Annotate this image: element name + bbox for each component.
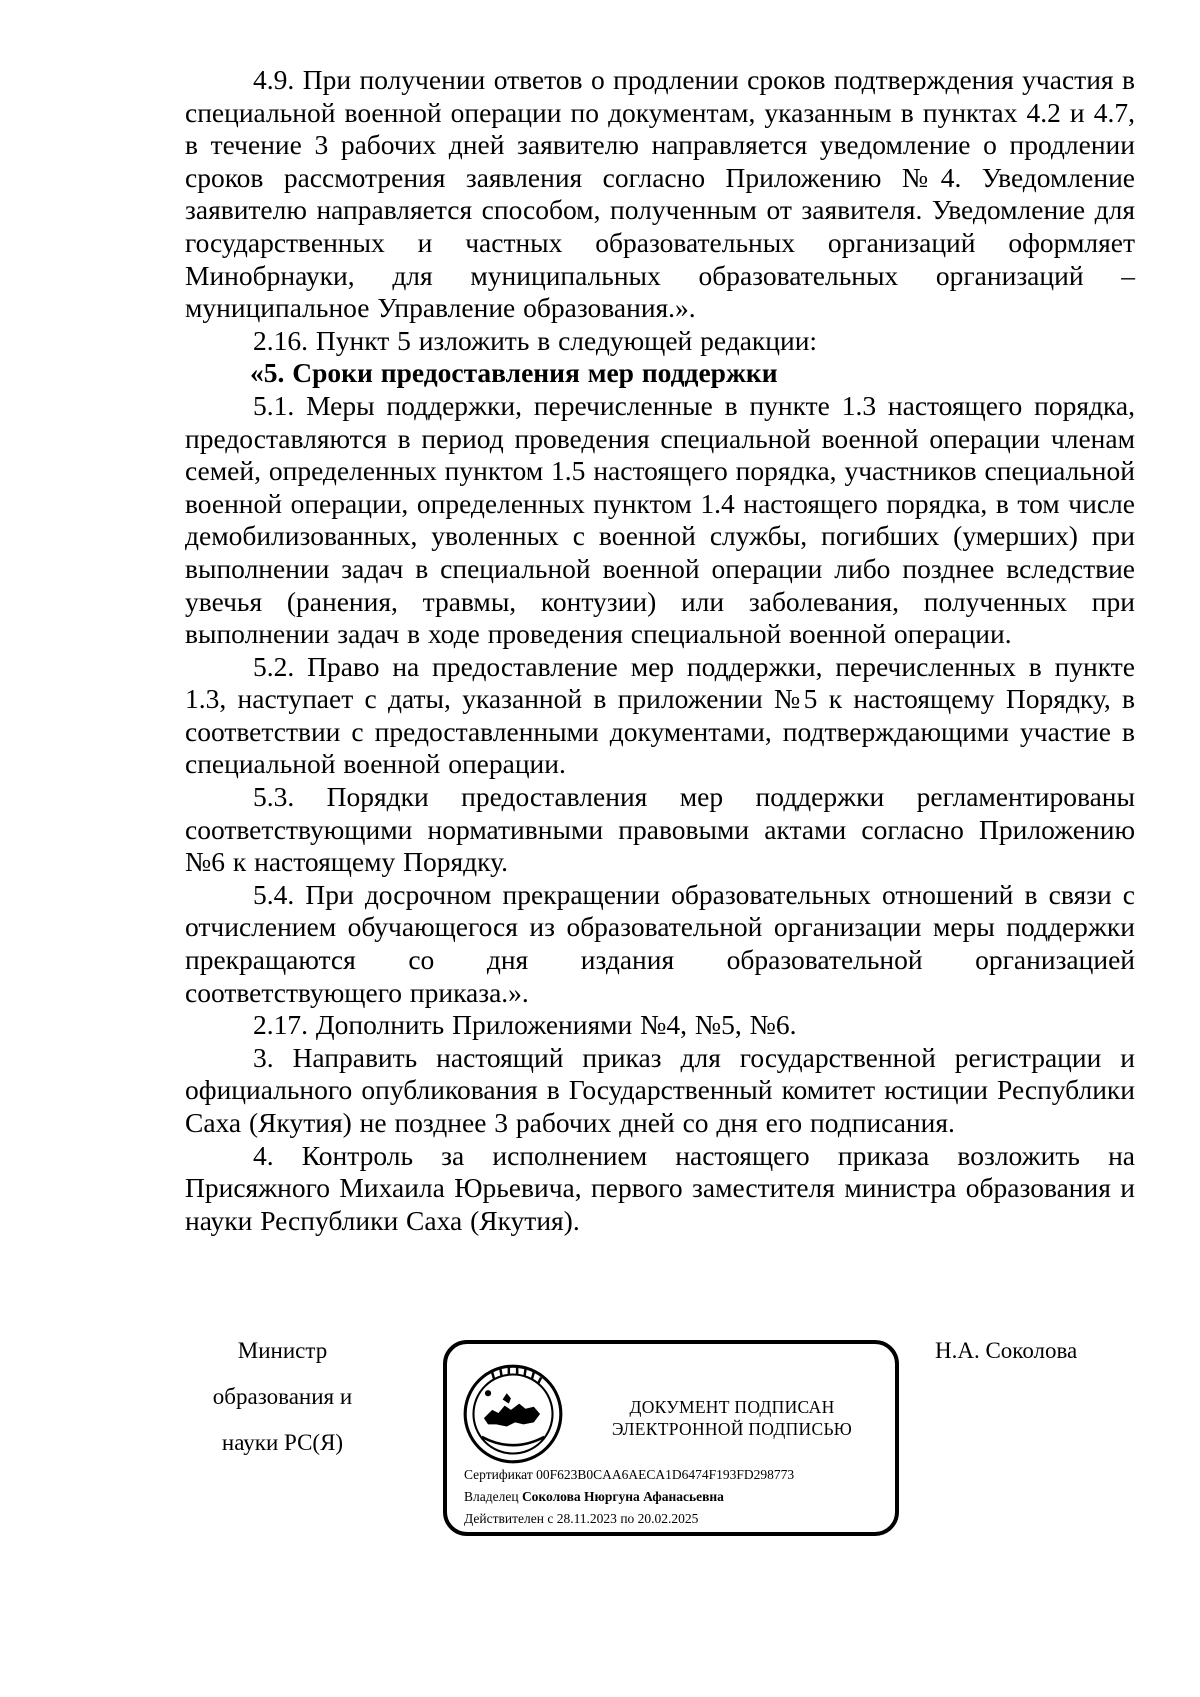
paragraph-5-3: 5.3. Порядки предоставления мер поддержки регламентированы соответствующими нормативными правовыми актами согласно Приложению №6 к настоящему Порядку.: [185, 781, 1135, 878]
certificate-value: 00F623B0CAA6AECA1D6474F193FD298773: [536, 1467, 795, 1482]
paragraph-2-17: 2.17. Дополнить Приложениями №4, №5, №6.: [253, 1009, 797, 1041]
validity-from-date: 28.11.2023: [556, 1511, 617, 1526]
paragraph-5-4: 5.4. При досрочном прекращении образовательных отношений в связи с отчислением обучающегося из образовательной организации меры поддержки прекращаются со дня издания образовательной организацией соответствующего приказа.».: [185, 878, 1135, 1008]
stamp-heading-line-2: ЭЛЕКТРОННОЙ ПОДПИСЬЮ: [611, 1419, 853, 1439]
validity-from-word: с: [547, 1511, 554, 1526]
signature-block: [0, 1328, 1200, 1548]
validity-to-word: по: [620, 1511, 635, 1526]
validity-to-date: 20.02.2025: [637, 1511, 699, 1526]
stamp-heading: [567, 1396, 897, 1440]
owner-label: Владелец: [464, 1489, 519, 1504]
stamp-certificate-line: [464, 1466, 794, 1484]
signer-name: Н.А. Соколова: [935, 1338, 1078, 1363]
owner-value: Соколова Нюргуна Афанасьевна: [521, 1489, 724, 1504]
minister-title-line-2: образования и: [212, 1384, 353, 1409]
stamp-owner-line: [464, 1488, 724, 1506]
paragraph-5-2: 5.2. Право на предоставление мер поддержки, перечисленных в пункте 1.3, наступает с даты, указанной в приложении №5 к настоящему Порядку, в соответствии с предоставленными документами, подтверждающими участие в специальной военной операции.: [185, 650, 1135, 780]
certificate-label: Сертификат: [464, 1467, 533, 1482]
document-body: [185, 64, 1135, 1237]
paragraph-5-1: 5.1. Меры поддержки, перечисленные в пункте 1.3 настоящего порядка, предоставляются в период проведения специальной военной операции членам семей, определенных пунктом 1.5 настоящего порядка, участников специальной военной операции, определенных пунктом 1.4 настоящего порядка, в том числе демобилизованных, уволенных с военной службы, погибших (умерших) при выполнении задач в специальной военной операции либо позднее вследствие увечья (ранения, травмы, контузии) или заболевания, полученных при выполнении задач в ходе проведения специальной военной операции.: [185, 389, 1135, 650]
paragraph-4-9: 4.9. При получении ответов о продлении сроков подтверждения участия в специальной военной операции по документам, указанным в пунктах 4.2 и 4.7, в течение 3 рабочих дней заявителю направляется уведомление о продлении сроков рассмотрения заявления согласно Приложению №4. Уведомление заявителю направляется способом, полученным от заявителя. Уведомление для государственных и частных образовательных организаций оформляет Минобрнауки, для муниципальных образовательных организаций – муниципальное Управление образования.».: [185, 64, 1135, 324]
paragraph-4: 4. Контроль за исполнением настоящего приказа возложить на Присяжного Михаила Юрьевича, первого заместителя министра образования и науки Республики Саха (Якутия).: [185, 1139, 1135, 1236]
republic-emblem-icon: [461, 1362, 565, 1466]
paragraph-3: 3. Направить настоящий приказ для государственной регистрации и официального опубликования в Государственный комитет юстиции Республики Саха (Якутия) не позднее 3 рабочих дней со дня его подписания.: [185, 1041, 1135, 1138]
minister-title-line-1: Министр: [237, 1338, 328, 1363]
section-5-heading: «5. Сроки предоставления мер поддержки: [250, 357, 778, 389]
electronic-signature-stamp: [443, 1340, 899, 1536]
paragraph-2-16: 2.16. Пункт 5 изложить в следующей редакции:: [253, 324, 818, 356]
validity-label: Действителен: [464, 1511, 544, 1526]
stamp-heading-line-1: ДОКУМЕНТ ПОДПИСАН: [629, 1397, 835, 1417]
stamp-validity-line: [464, 1510, 698, 1528]
minister-title-line-3: науки РС(Я): [221, 1430, 344, 1455]
minister-title: [200, 1328, 365, 1466]
